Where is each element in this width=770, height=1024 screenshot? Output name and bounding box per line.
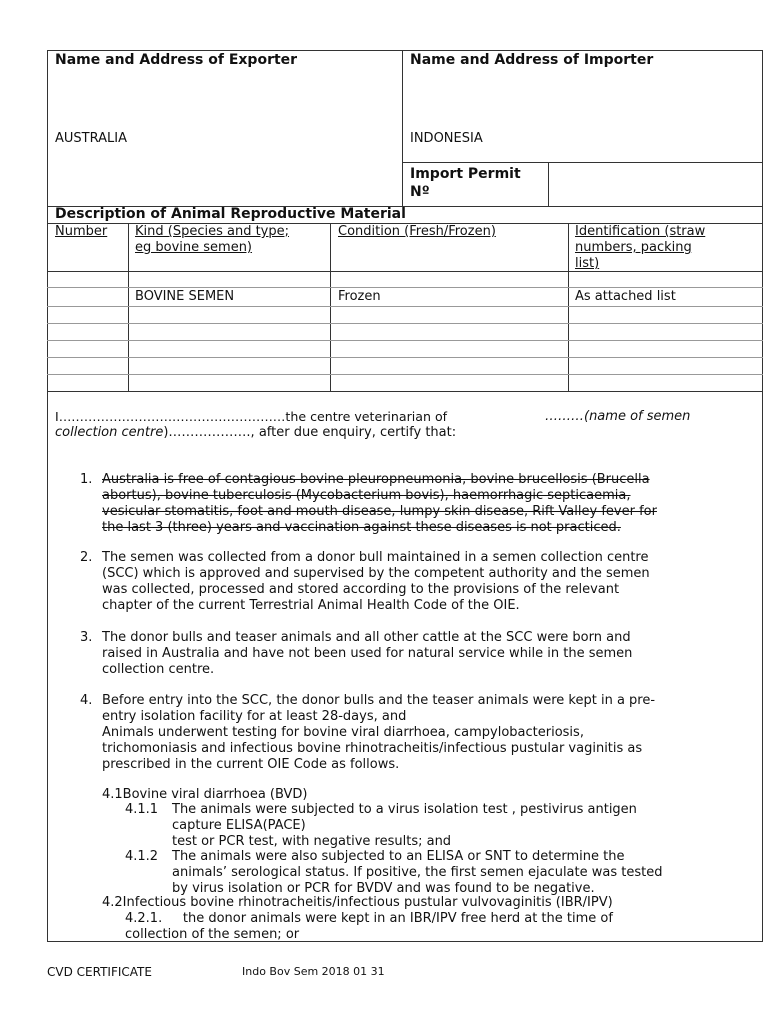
exporter-title: Name and Address of Exporter [55, 52, 298, 68]
importer-country: INDONESIA [410, 131, 483, 146]
cert-line-2-rest: )………………., after due enquiry, certify that: [163, 425, 457, 440]
item-1-line: abortus), bovine tuberculosis (Mycobacterium bovis), haemorrhagic septicaemia, [102, 488, 631, 503]
item-2-line: The semen was collected from a donor bull maintained in a semen collection centre [102, 550, 649, 565]
footer-right: Indo Bov Sem 2018 01 31 [242, 965, 385, 978]
permit-divider [548, 162, 549, 207]
col-header-kind-2: eg bovine semen) [135, 240, 253, 255]
item-2-number: 2. [80, 550, 93, 565]
cert-line-2 [55, 425, 456, 440]
table-row-line [47, 357, 763, 358]
exporter-country: AUSTRALIA [55, 131, 127, 146]
sub-4-1-title: 4.1Bovine viral diarrhoea (BVD) [102, 787, 308, 802]
permit-top-line [402, 162, 763, 163]
item-2-line: chapter of the current Terrestrial Animal Health Code of the OIE. [102, 598, 520, 613]
col-header-kind-1: Kind (Species and type; [135, 224, 290, 239]
item-3-line: The donor bulls and teaser animals and all other cattle at the SCC were born and [102, 630, 631, 645]
col-header-ident-1: Identification (straw [575, 224, 706, 239]
col-divider-2 [330, 223, 331, 392]
item-3-number: 3. [80, 630, 93, 645]
sub-4-1-2-line: animals’ serological status. If positive, the first semen ejaculate was tested [172, 865, 663, 880]
footer-left: CVD CERTIFICATE [47, 965, 152, 979]
item-1-line: vesicular stomatitis, foot and mouth disease, lumpy skin disease, Rift Valley fever for [102, 504, 657, 519]
item-1-number: 1. [80, 472, 93, 487]
col-header-ident-2: numbers, packing [575, 240, 692, 255]
cert-line-1b: ………(name of semen [545, 409, 691, 424]
col-header-condition: Condition (Fresh/Frozen) [338, 224, 496, 239]
col-header-number: Number [55, 224, 108, 239]
item-2-line: was collected, processed and stored according to the provisions of the relevant [102, 582, 620, 597]
table-bottom-line [47, 391, 763, 392]
col-header-ident-3: list) [575, 256, 600, 271]
item-3-text [102, 630, 710, 678]
sub-4-1-1-line: test or PCR test, with negative results; and [172, 834, 452, 849]
sub-4-1-2-line: The animals were also subjected to an ELISA or SNT to determine the [172, 849, 625, 864]
item-3-line: raised in Australia and have not been used for natural service while in the semen [102, 646, 633, 661]
item-1-text [102, 472, 710, 536]
item-1-line: Australia is free of contagious bovine pleuropneumonia, bovine brucellosis (Brucella [102, 472, 650, 487]
item-1-line: the last 3 (three) years and vaccination against these diseases is not practiced. [102, 520, 621, 535]
sub-4-2-1-line: collection of the semen; or [125, 927, 300, 942]
item-4-line: entry isolation facility for at least 28-days, and [102, 709, 407, 724]
permit-number-label: Nº [410, 184, 430, 200]
col-divider-3 [568, 223, 569, 392]
item-4-line: Animals underwent testing for bovine viral diarrhoea, campylobacteriosis, [102, 725, 584, 740]
item-4-line: Before entry into the SCC, the donor bulls and the teaser animals were kept in a pre- [102, 693, 656, 708]
table-row-line [47, 323, 763, 324]
material-title: Description of Animal Reproductive Material [55, 206, 406, 222]
table-row-line [47, 340, 763, 341]
sub-4-1-1-line: The animals were subjected to a virus isolation test , pestivirus antigen [172, 802, 637, 817]
cert-line-1a: I………………………………………………the centre veterinarian of [55, 409, 448, 424]
sub-4-1-2-number: 4.1.2 [125, 849, 159, 864]
header-divider [402, 50, 403, 207]
item-4-line: trichomoniasis and infectious bovine rhinotracheitis/infectious pustular vaginitis as [102, 741, 643, 756]
sub-4-1-2-text [172, 849, 732, 897]
table-header-line [47, 271, 763, 272]
sub-4-1-1-number: 4.1.1 [125, 802, 159, 817]
sub-4-1-1-text [172, 802, 732, 834]
item-4-text [102, 693, 710, 773]
sub-4-1-2-line: by virus isolation or PCR for BVDV and was found to be negative. [172, 881, 595, 896]
col-divider-1 [128, 223, 129, 392]
cert-centre-label: collection centre [55, 425, 164, 440]
item-2-text [102, 550, 710, 614]
row-condition: Frozen [338, 289, 381, 304]
table-row-line [47, 287, 763, 288]
item-3-line: collection centre. [102, 662, 215, 677]
item-4-line: prescribed in the current OIE Code as follows. [102, 757, 400, 772]
sub-4-1-1-line: capture ELISA(PACE) [172, 818, 306, 833]
row-kind: BOVINE SEMEN [135, 289, 235, 304]
sub-4-2-title: 4.2Infectious bovine rhinotracheitis/infectious pustular vulvovaginitis (IBR/IPV) [102, 895, 613, 910]
item-2-line: (SCC) which is approved and supervised by the competent authority and the semen [102, 566, 650, 581]
table-row-line [47, 306, 763, 307]
sub-4-2-1-line: 4.2.1. the donor animals were kept in an IBR/IPV free herd at the time of [125, 911, 613, 926]
importer-title: Name and Address of Importer [410, 52, 654, 68]
row-identification: As attached list [575, 289, 676, 304]
table-row-line [47, 374, 763, 375]
item-4-number: 4. [80, 693, 93, 708]
permit-label: Import Permit [410, 166, 521, 182]
